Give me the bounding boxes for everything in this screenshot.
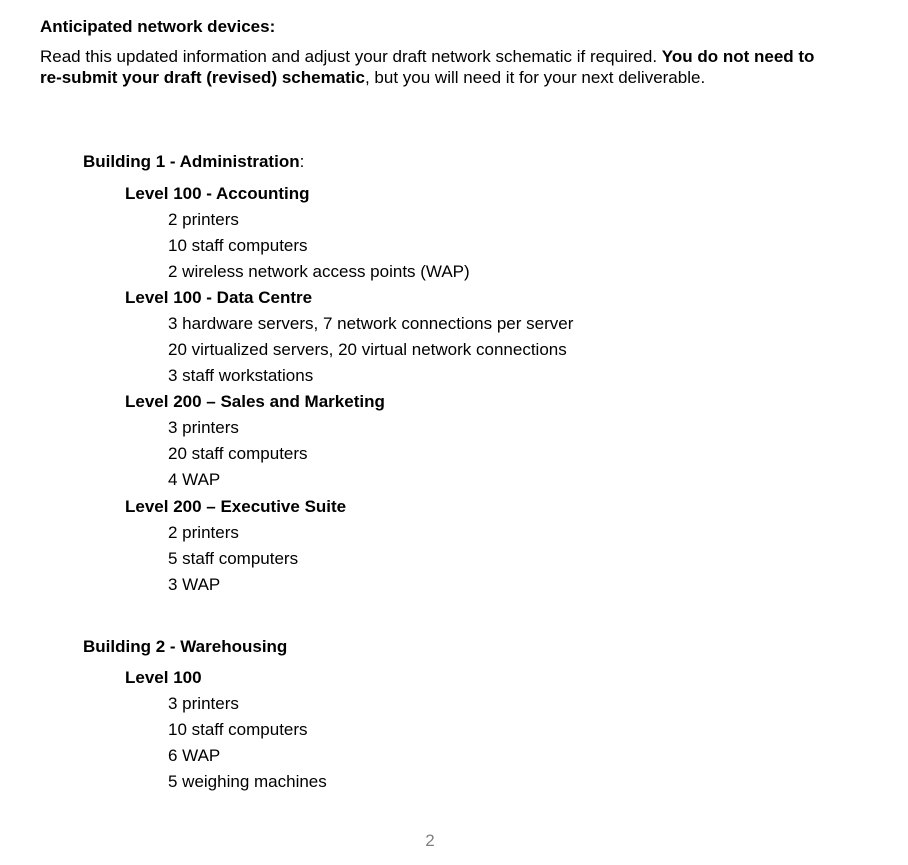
device-item: 3 staff workstations	[168, 366, 314, 385]
building-name: Building 1 - Administration	[83, 152, 300, 171]
device-item: 4 WAP	[168, 470, 221, 489]
device-item: 3 printers	[168, 694, 239, 713]
device-item: 6 WAP	[168, 746, 221, 765]
device-item: 10 staff computers	[168, 720, 308, 739]
intro-bold-text: You do not need to re-submit your draft (revised) schematic	[40, 47, 815, 87]
intro-text-end: , but you will need it for your next deliverable.	[364, 68, 706, 87]
device-item: 3 printers	[168, 418, 239, 437]
building-name: Building 2 - Warehousing	[83, 637, 288, 656]
building-suffix: :	[299, 152, 305, 171]
device-item: 3 WAP	[168, 575, 221, 594]
device-item: 2 printers	[168, 210, 239, 229]
level-heading: Level 100 - Accounting	[125, 184, 310, 203]
device-item: 20 virtualized servers, 20 virtual network connections	[168, 340, 567, 359]
document-heading: Anticipated network devices:	[40, 17, 276, 36]
device-item: 5 weighing machines	[168, 772, 327, 791]
level-heading: Level 200 – Executive Suite	[125, 497, 347, 516]
device-item: 3 hardware servers, 7 network connections per server	[168, 314, 574, 333]
device-item: 5 staff computers	[168, 549, 299, 568]
level-heading: Level 100	[125, 668, 202, 687]
device-item: 2 wireless network access points (WAP)	[168, 262, 470, 281]
device-item: 10 staff computers	[168, 236, 308, 255]
building-heading	[83, 636, 287, 657]
intro-text: Read this updated information and adjust your draft network schematic if required.	[40, 47, 662, 66]
intro-paragraph	[40, 46, 840, 88]
device-item: 20 staff computers	[168, 444, 308, 463]
device-item: 2 printers	[168, 523, 239, 542]
level-heading: Level 100 - Data Centre	[125, 288, 313, 307]
page-number: 2	[425, 831, 435, 850]
building-heading	[83, 151, 304, 172]
level-heading: Level 200 – Sales and Marketing	[125, 392, 385, 411]
